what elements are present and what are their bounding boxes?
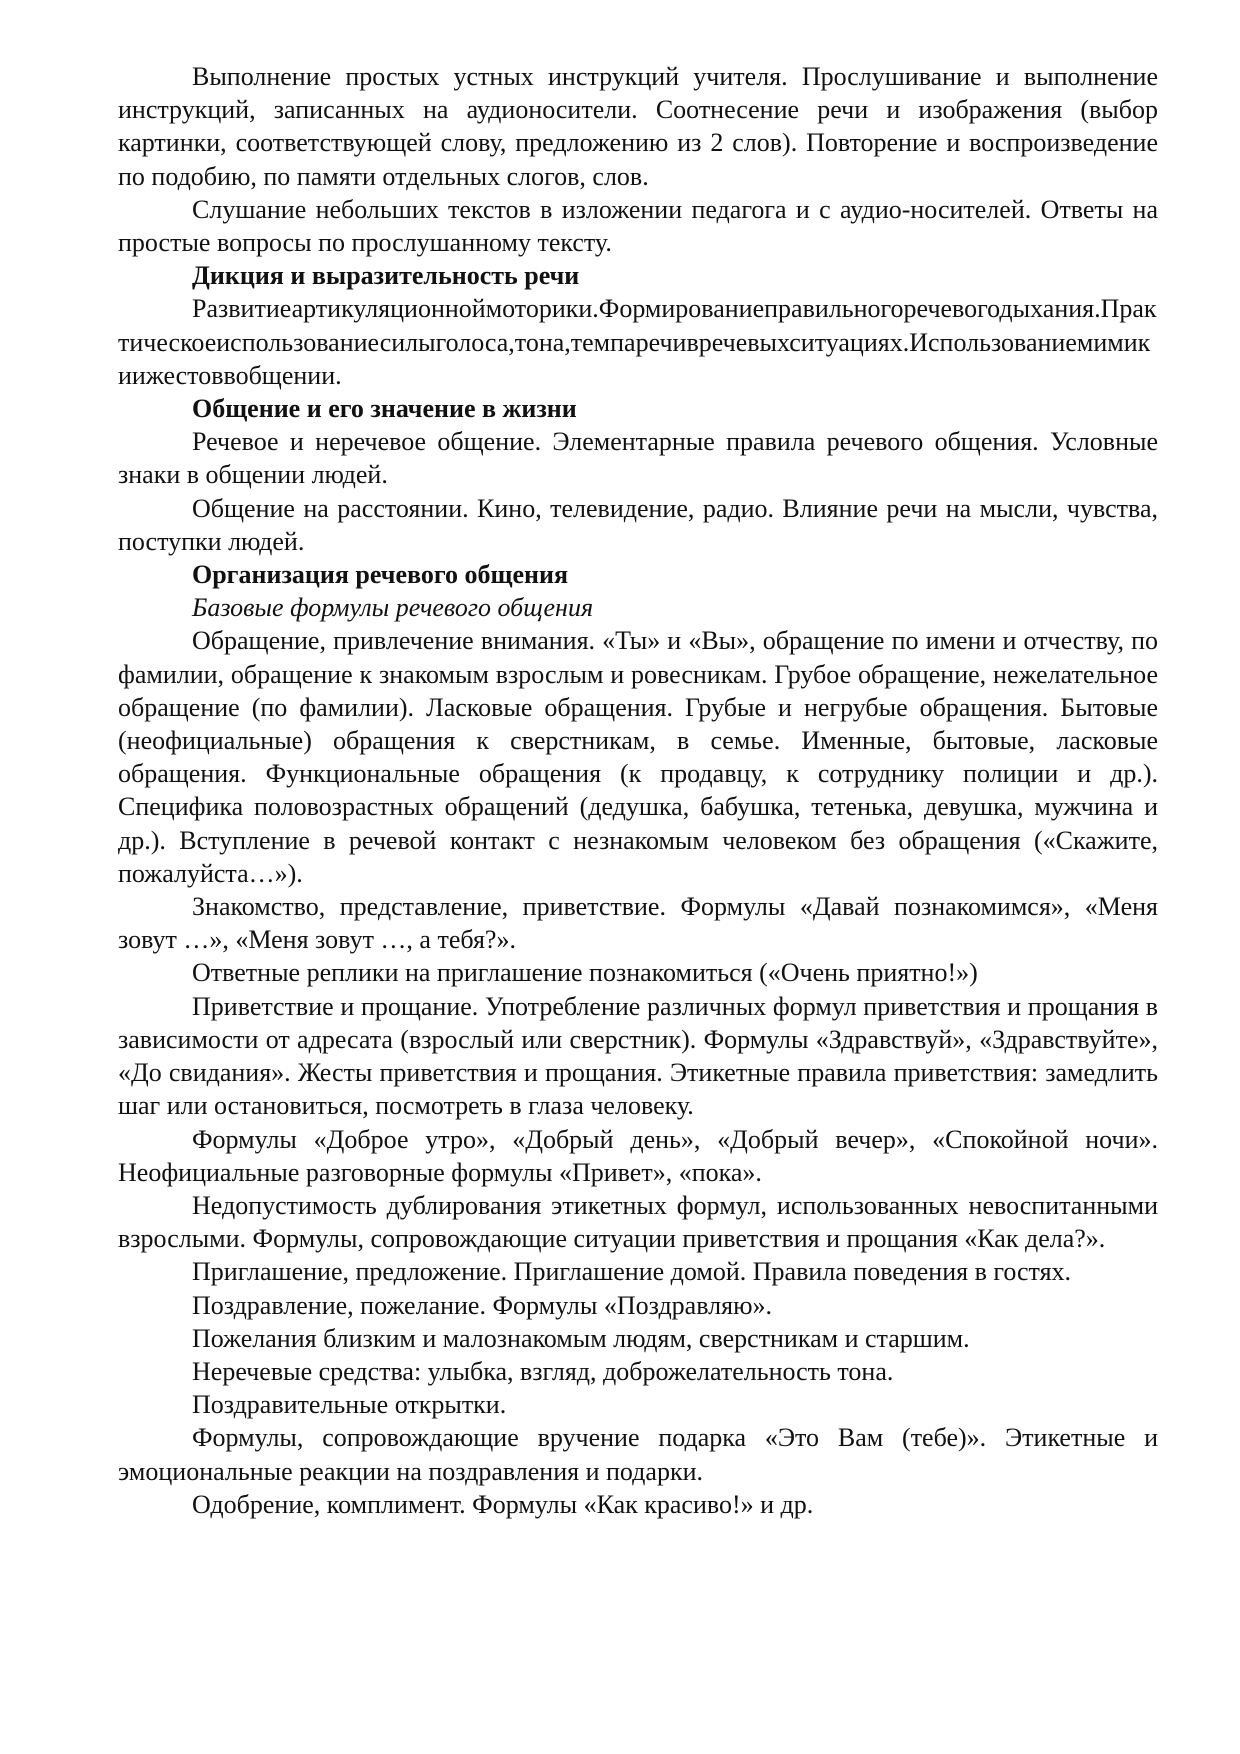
paragraph-gift: Формулы, сопровождающие вручение подарка «Это Вам (тебе)». Этикетные и эмоциональные реакции на поздравления и подарки.	[118, 1423, 1158, 1486]
paragraph-congratulation: Поздравление, пожелание. Формулы «Поздравляю».	[192, 1290, 773, 1320]
paragraph-cards: Поздравительные открытки.	[192, 1390, 507, 1420]
paragraph-time-formulas: Формулы «Доброе утро», «Добрый день», «Добрый вечер», «Спокойной ночи». Неофициальные разговорные формулы «Привет», «пока».	[118, 1124, 1158, 1187]
subheading-formulas: Базовые формулы речевого общения	[192, 593, 594, 623]
heading-organization: Организация речевого общения	[192, 560, 569, 590]
paragraph-nonverbal: Неречевые средства: улыбка, взгляд, доброжелательность тона.	[192, 1356, 894, 1386]
paragraph-instructions: Выполнение простых устных инструкций учителя. Прослушивание и выполнение инструкций, записанных на аудионосители. Соотнесение речи и изображения (выбор картинки, соответствующей слову, предложению из 2 слов). Повторение и воспроизведение по подобию, по памяти отдельных слогов, слов.	[118, 62, 1158, 191]
paragraph-speech-nonspeech: Речевое и неречевое общение. Элементарные правила речевого общения. Условные знаки в общении людей.	[118, 427, 1158, 490]
paragraph-greeting: Приветствие и прощание. Употребление различных формул приветствия и прощания в зависимости от адресата (взрослый или сверстник). Формулы «Здравствуй», «Здравствуйте», «До свидания». Жесты приветствия и прощания. Этикетные правила приветствия: замедлить шаг или остановиться, посмотреть в глаза человеку.	[118, 991, 1158, 1121]
document-page	[118, 60, 1158, 1521]
paragraph-addressing: Обращение, привлечение внимания. «Ты» и «Вы», обращение по имени и отчеству, по фамилии, обращение к знакомым взрослым и ровесникам. Грубое обращение, нежелательное обращение (по фамилии). Ласковые обращения. Грубые и негрубые обращения. Бытовые (неофициальные) обращения к сверстникам, в семье. Именные, бытовые, ласковые обращения. Функциональные обращения (к продавцу, к сотруднику полиции и др.). Специфика половозрастных обращений (дедушка, бабушка, тетенька, девушка, мужчина и др.). Вступление в речевой контакт с незнакомым человеком без обращения («Скажите, пожалуйста…»).	[118, 626, 1158, 888]
paragraph-listening: Слушание небольших текстов в изложении педагога и с аудио-носителей. Ответы на простые вопросы по прослушанному тексту.	[118, 194, 1158, 258]
paragraph-invitation: Приглашение, предложение. Приглашение домой. Правила поведения в гостях.	[192, 1257, 1072, 1287]
paragraph-acquaintance: Знакомство, представление, приветствие. Формулы «Давай познакомимся», «Меня зовут …», «Меня зовут …, а тебя?».	[118, 892, 1158, 955]
paragraph-compliment: Одобрение, комплимент. Формулы «Как красиво!» и др.	[192, 1489, 814, 1519]
paragraph-replies: Ответные реплики на приглашение познакомиться («Очень приятно!»)	[192, 958, 978, 988]
paragraph-articulation: Развитиеартикуляционноймоторики.Формированиеправильногоречевогодыхания.Практическоеиспользованиесилыголоса,тона,темпаречивречевыхситуациях.Использованиемимикиижестоввобщении.	[118, 294, 1157, 390]
heading-diction: Дикция и выразительность речи	[192, 261, 580, 291]
heading-communication: Общение и его значение в жизни	[192, 394, 577, 424]
paragraph-distance: Общение на расстоянии. Кино, телевидение, радио. Влияние речи на мысли, чувства, поступки людей.	[118, 493, 1158, 556]
paragraph-duplication: Недопустимость дублирования этикетных формул, использованных невоспитанными взрослыми. Формулы, сопровождающие ситуации приветствия и прощания «Как дела?».	[118, 1190, 1158, 1254]
paragraph-wishes: Пожелания близким и малознакомым людям, сверстникам и старшим.	[192, 1323, 970, 1353]
